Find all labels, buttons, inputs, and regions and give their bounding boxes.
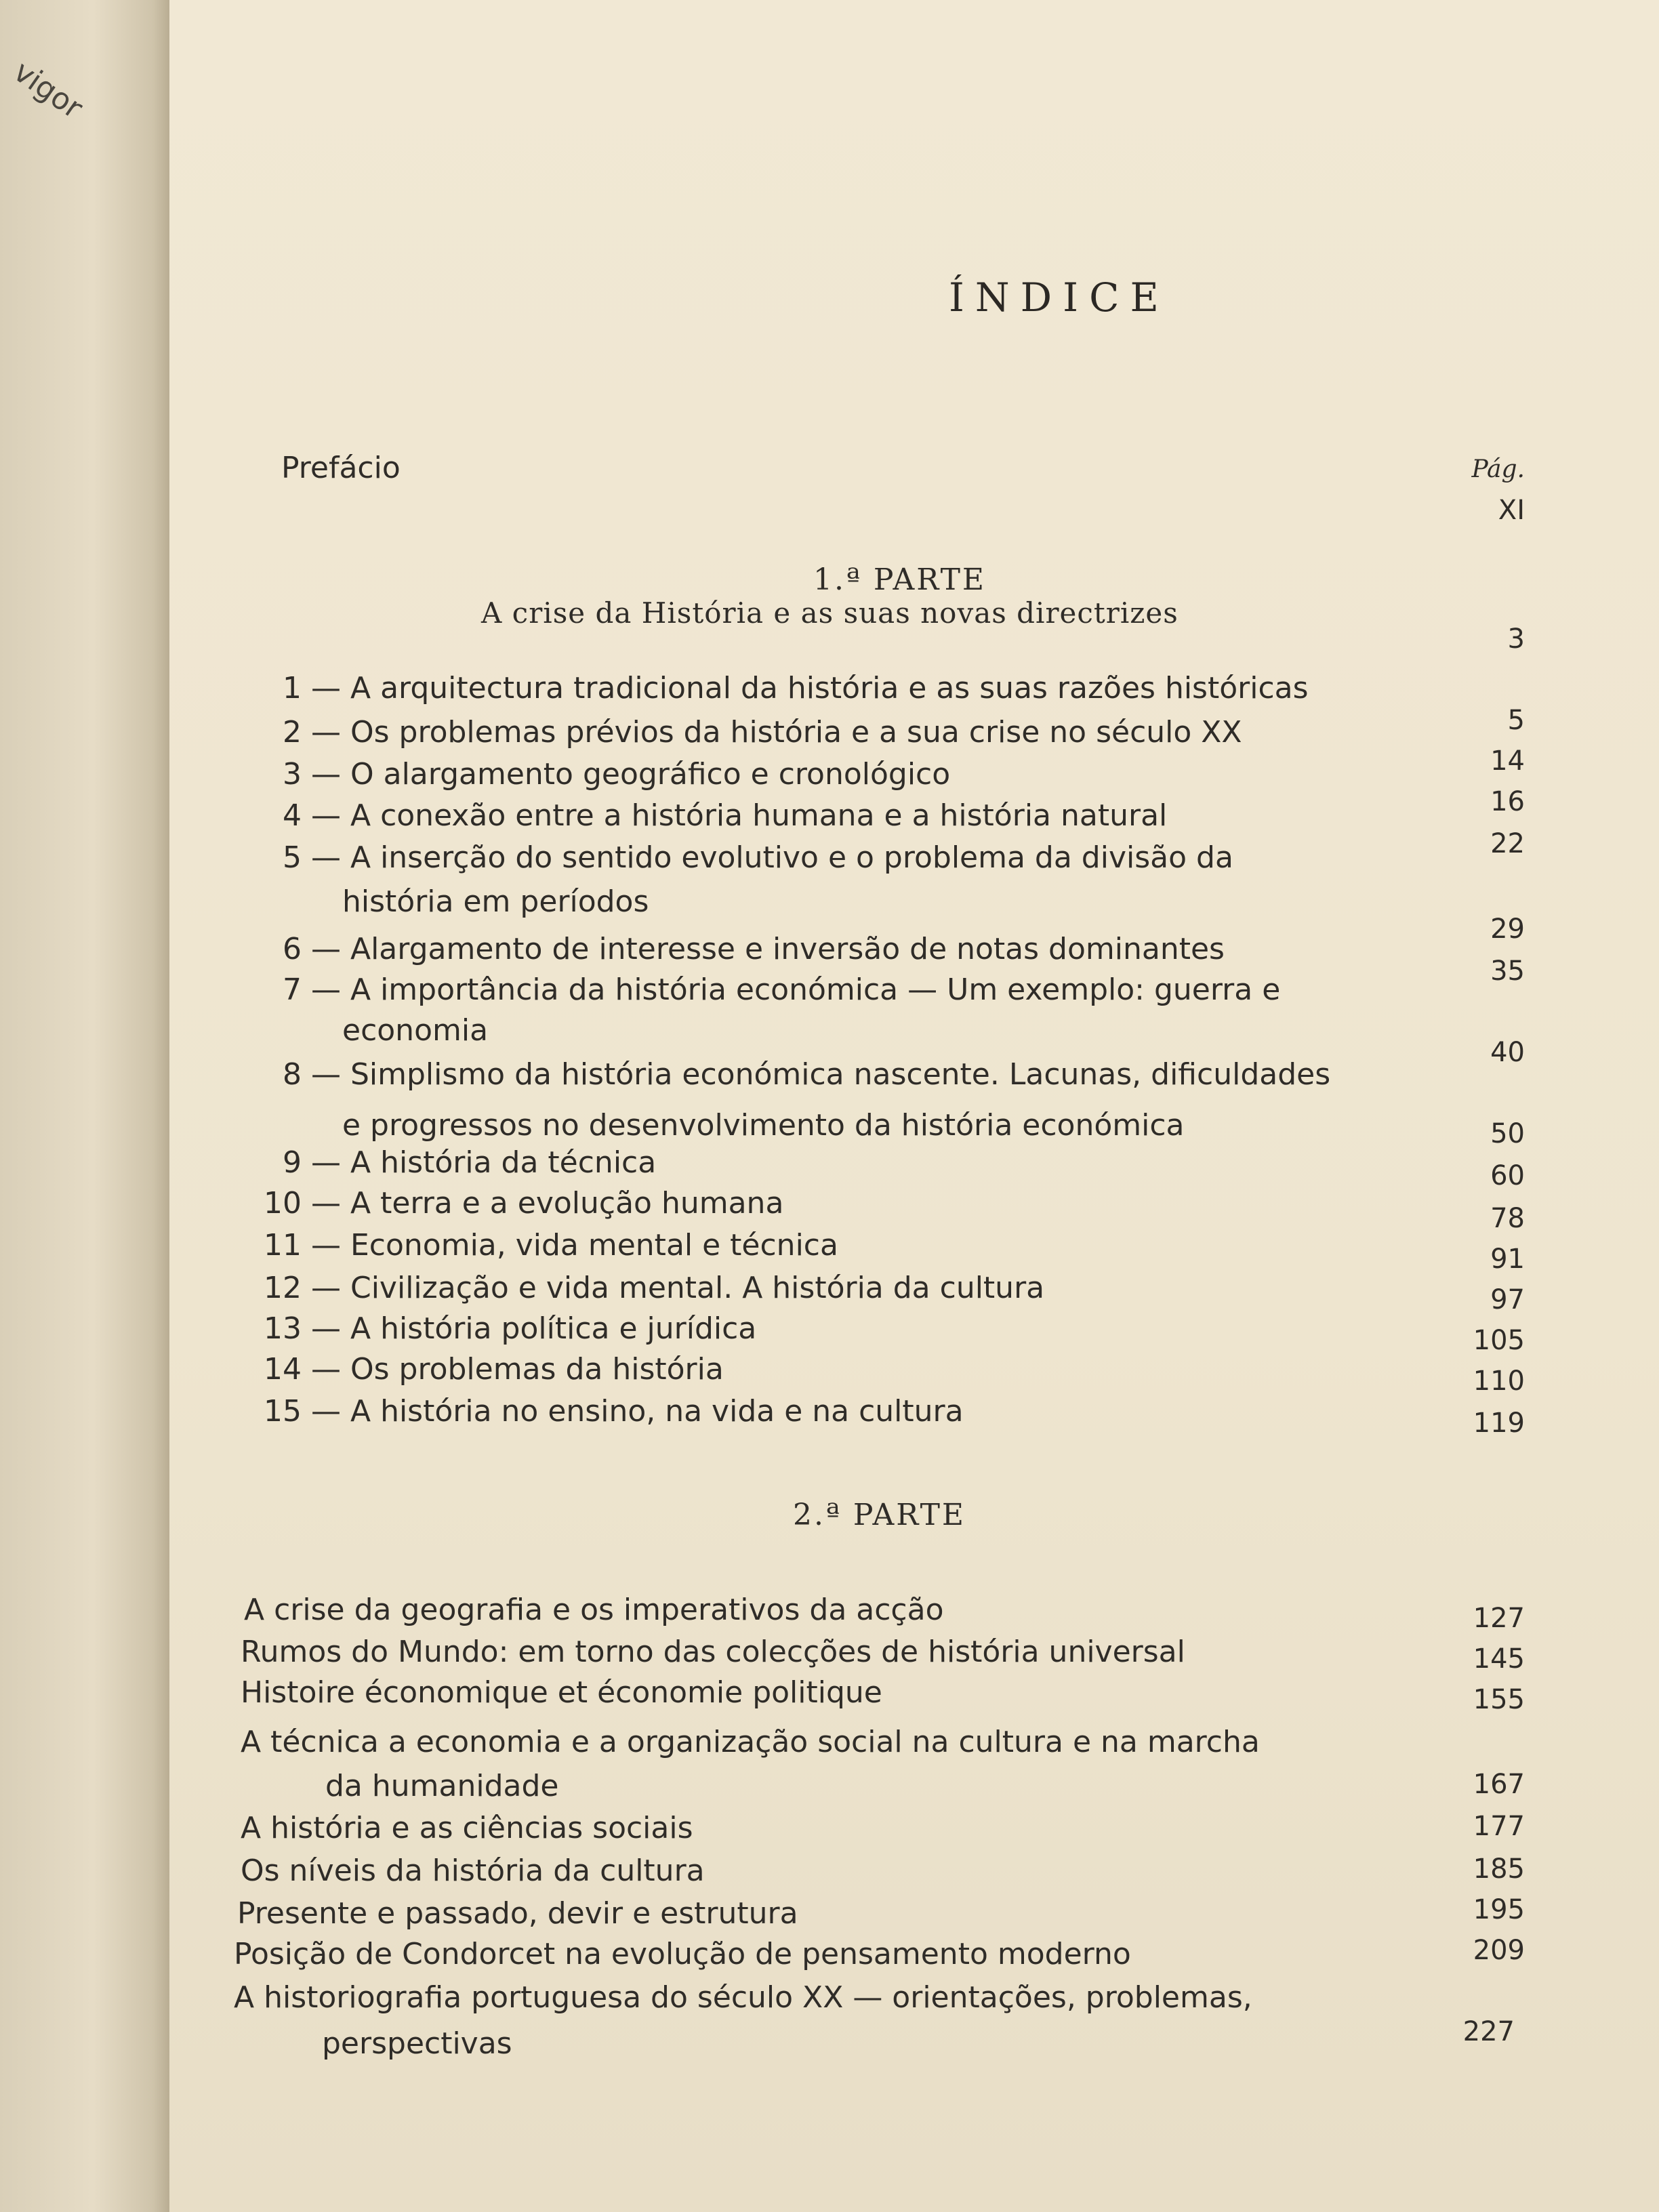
- item-text: A arquitectura tradicional da história e as suas razões históricas: [350, 671, 1309, 705]
- item-page: 185: [1473, 1853, 1525, 1885]
- part1-heading: 1.ª PARTE: [813, 562, 987, 597]
- item-page: 22: [1490, 828, 1525, 859]
- item-number: 12: [264, 1271, 302, 1305]
- item-number: 11: [264, 1228, 302, 1263]
- item-page: 16: [1490, 786, 1525, 817]
- item-text: A história da técnica: [350, 1145, 657, 1180]
- item-text: Histoire économique et économie politique: [241, 1675, 882, 1710]
- item-page: 110: [1473, 1366, 1525, 1397]
- item-text: Os problemas da história: [350, 1352, 724, 1387]
- item-number: 5: [283, 840, 302, 875]
- item-text: A história e as ciências sociais: [241, 1811, 693, 1845]
- item-text: A história política e jurídica: [350, 1311, 757, 1346]
- preface-page: XI: [1498, 495, 1525, 526]
- item-number: 7: [283, 972, 302, 1007]
- item-page: 14: [1490, 745, 1525, 777]
- item-text: Os níveis da história da cultura: [241, 1853, 705, 1888]
- item-page: 119: [1473, 1408, 1525, 1439]
- preface-label: Prefácio: [281, 451, 401, 485]
- item-text: Simplismo da história económica nascente. Lacunas, dificuldades: [350, 1057, 1331, 1092]
- index-page: ÍNDICE Prefácio Pág. XI 1.ª PARTE A crise da História e as suas novas directrizes 3 1 — A arquitectura tradicional da história e as suas razões históricas 5 2 — Os problemas prévios da história e a sua crise no século XX 14 3 — O alargamento geográfico e cronológico 16 4 — A conexão entre a história humana e a história natural 22 5 — A inserção do sentido evolutivo e o problema da divisão da história em períodos 29 6 — Alargamento de interesse e inversão de notas dominantes 35 7 — A importância da história económica — Um exemplo: guerra e economia 40 8 — Simplismo da história económica nascente. Lacunas, dificuldades e progressos no desenvolvimento da história económica 50 9 — A história da técnica 60 10 — A terra e a evolução humana 78 11 — Economia, vida mental e técnica 91 12 — Civilização e vida mental. A história da cultura 97 13 — A história política e jurídica 105 14 — Os problemas da história 110 15 — A história no ensino, na vida e na cultura 119 2.ª PARTE A crise da geografia e os imperativos da acção 127 Rumos do Mundo: em torno das colecções de história universal 145 Histoire économique et économie politique 155 A técnica a economia e a organização social na cultura e na marcha da humanidade 167 A história e as ciências sociais 177 Os níveis da história da cultura 185 Presente e passado, devir e estrutura 195 Posição de Condorcet na evolução de pensamento moderno 209 A historiografia portuguesa do século XX — orientações, problemas, perspectivas 227: [169, 0, 1659, 2212]
- item-page: 105: [1473, 1325, 1525, 1356]
- item-number: 3: [283, 757, 302, 792]
- left-page-gutter: [0, 0, 169, 2212]
- item-page: 78: [1490, 1203, 1525, 1234]
- item-page: 97: [1490, 1284, 1525, 1315]
- item-text: A importância da história económica — Um exemplo: guerra e: [350, 972, 1281, 1007]
- item-page: 155: [1473, 1684, 1525, 1715]
- item-page: 60: [1490, 1160, 1525, 1191]
- part2-heading: 2.ª PARTE: [793, 1498, 966, 1532]
- item-number: 2: [283, 715, 302, 750]
- item-text: Economia, vida mental e técnica: [350, 1228, 838, 1263]
- item-number: 14: [264, 1352, 302, 1387]
- item-page: 91: [1490, 1244, 1525, 1275]
- item-page: 195: [1473, 1894, 1525, 1925]
- item-number: 8: [283, 1057, 302, 1092]
- item-number: 13: [264, 1311, 302, 1346]
- page-title: ÍNDICE: [949, 274, 1170, 321]
- item-page: 209: [1473, 1935, 1525, 1966]
- item-page: 35: [1490, 956, 1525, 987]
- page-column-label: Pág.: [1471, 455, 1525, 483]
- item-page: 145: [1473, 1643, 1525, 1675]
- part1-subtitle-page: 3: [1507, 623, 1525, 655]
- item-page: 127: [1473, 1603, 1525, 1634]
- item-page: 5: [1507, 705, 1525, 736]
- item-page: 167: [1473, 1769, 1525, 1800]
- item-number: 15: [264, 1394, 302, 1429]
- item-number: 4: [283, 798, 302, 833]
- part1-subtitle: A crise da História e as suas novas directrizes: [481, 596, 1179, 630]
- item-text: Presente e passado, devir e estrutura: [237, 1896, 798, 1931]
- item-text: A historiografia portuguesa do século XX — orientações, problemas,: [234, 1980, 1252, 2015]
- item-text-continued: perspectivas: [322, 2026, 512, 2061]
- item-number: 6: [283, 932, 302, 966]
- item-text-continued: da humanidade: [325, 1769, 559, 1803]
- item-page: 50: [1490, 1118, 1525, 1149]
- item-text: A inserção do sentido evolutivo e o problema da divisão da: [350, 840, 1233, 875]
- item-text: Alargamento de interesse e inversão de notas dominantes: [350, 932, 1225, 966]
- item-page: 177: [1473, 1811, 1525, 1842]
- item-text-continued: e progressos no desenvolvimento da história económica: [342, 1108, 1185, 1143]
- item-text: O alargamento geográfico e cronológico: [350, 757, 951, 792]
- item-page: 227: [1462, 2016, 1515, 2047]
- item-text-continued: economia: [342, 1013, 489, 1048]
- item-text: Rumos do Mundo: em torno das colecções de história universal: [241, 1635, 1185, 1669]
- item-text: Os problemas prévios da história e a sua crise no século XX: [350, 715, 1242, 750]
- item-number: 1: [283, 671, 302, 705]
- item-text: A história no ensino, na vida e na cultura: [350, 1394, 964, 1429]
- item-number: 9: [283, 1145, 302, 1180]
- item-text: A técnica a economia e a organização social na cultura e na marcha: [241, 1725, 1260, 1759]
- margin-note: vigor: [7, 54, 89, 126]
- item-text-continued: história em períodos: [342, 884, 649, 919]
- item-number: 10: [264, 1186, 302, 1221]
- item-text: Civilização e vida mental. A história da cultura: [350, 1271, 1045, 1305]
- item-text: A terra e a evolução humana: [350, 1186, 784, 1221]
- item-text: A conexão entre a história humana e a história natural: [350, 798, 1168, 833]
- item-page: 29: [1490, 914, 1525, 945]
- item-text: A crise da geografia e os imperativos da acção: [244, 1593, 944, 1627]
- item-page: 40: [1490, 1037, 1525, 1068]
- item-text: Posição de Condorcet na evolução de pensamento moderno: [234, 1937, 1131, 1971]
